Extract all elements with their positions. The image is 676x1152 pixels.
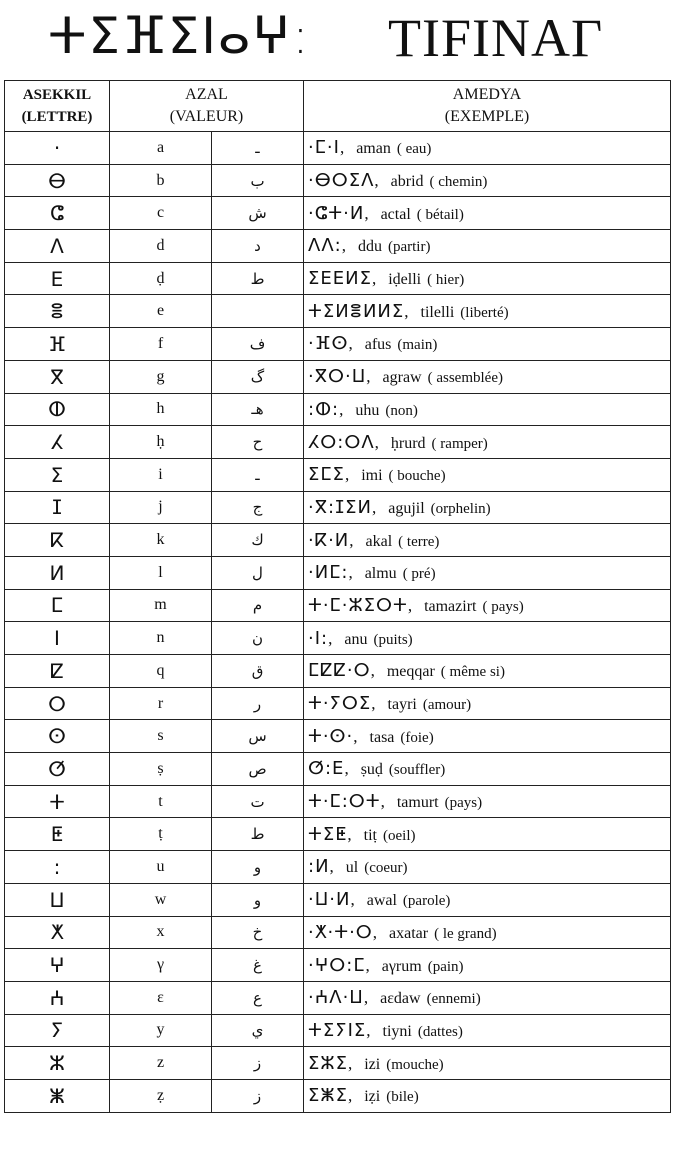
latin-value-cell: j [110, 491, 212, 524]
example-cell [304, 655, 671, 688]
letter-cell: : [5, 851, 110, 884]
example-tifinagh: ·ⵄⴷ·ⵡ [308, 987, 364, 1009]
letter-cell: ⵇ [5, 655, 110, 688]
example-gloss: (puits) [373, 631, 413, 648]
latin-value-cell: c [110, 197, 212, 230]
example-gloss: (pain) [427, 958, 464, 975]
letter-cell: ⴽ [5, 524, 110, 557]
example-gloss: (ennemi) [426, 991, 481, 1008]
table-body [5, 132, 671, 1113]
example-tifinagh: ·ⵍⵎ: [308, 562, 349, 584]
example-word: tayri [387, 696, 417, 714]
example-comma: , [348, 563, 353, 583]
table-row [5, 916, 671, 949]
example-tifinagh: ·ⴽ·ⵍ [308, 529, 350, 551]
example-word: iẓi [364, 1088, 381, 1106]
example-comma: , [350, 890, 355, 910]
example-comma: , [374, 432, 379, 452]
example-tifinagh: ⵜ·ⵎ·ⵣⵉⵔⵜ [308, 594, 408, 616]
example-cell [304, 981, 671, 1014]
example-word: tilelli [420, 303, 455, 321]
arabic-value-cell: ت [212, 785, 304, 818]
example-gloss: ( bétail) [416, 206, 464, 223]
letter-cell: ⴳ [5, 360, 110, 393]
table-row [5, 981, 671, 1014]
table-row [5, 230, 671, 263]
letter-cell: ⵢ [5, 1014, 110, 1047]
example-comma: , [347, 1086, 353, 1106]
table-row [5, 1014, 671, 1047]
example-word: ul [345, 859, 359, 877]
latin-value-cell: n [110, 622, 212, 655]
latin-value-cell: a [110, 132, 212, 165]
latin-value-cell: q [110, 655, 212, 688]
latin-value-cell: i [110, 458, 212, 491]
table-row [5, 753, 671, 786]
example-word: iḍelli [388, 271, 422, 289]
letter-cell: ⵊ [5, 491, 110, 524]
example-cell [304, 230, 671, 263]
example-word: izi [364, 1055, 381, 1073]
example-tifinagh: ·ⵅ·ⵜ·ⵔ [308, 921, 373, 943]
arabic-value-cell: ص [212, 753, 304, 786]
example-cell [304, 393, 671, 426]
arabic-value-cell: ش [212, 197, 304, 230]
letter-cell: ⵛ [5, 197, 110, 230]
example-comma: , [366, 367, 371, 387]
example-comma: , [371, 269, 377, 289]
example-tifinagh: ⵉⵥⵉ [308, 1085, 348, 1107]
example-comma: , [374, 171, 379, 191]
example-comma: , [347, 824, 352, 844]
example-cell [304, 785, 671, 818]
example-comma: , [365, 955, 370, 975]
letter-cell: ⵚ [5, 753, 110, 786]
table-row [5, 883, 671, 916]
latin-value-cell: y [110, 1014, 212, 1047]
arabic-value-cell: و [212, 883, 304, 916]
example-gloss: ( pays) [482, 598, 524, 615]
letter-cell: ⴱ [5, 164, 110, 197]
letter-cell: ⴼ [5, 328, 110, 361]
example-tifinagh: ⵜⵉⵟ [308, 823, 348, 845]
example-gloss: (parole) [402, 893, 451, 910]
example-gloss: (bile) [386, 1089, 419, 1106]
example-comma: , [353, 726, 358, 746]
latin-value-cell: ẓ [110, 1079, 212, 1112]
arabic-value-cell: ز [212, 1047, 304, 1080]
example-word: ḥrurd [390, 434, 426, 452]
example-word: almu [364, 565, 397, 583]
example-tifinagh: ·ⵡ·ⵍ [308, 889, 351, 911]
table-row [5, 164, 671, 197]
latin-value-cell: ḍ [110, 262, 212, 295]
example-comma: , [371, 694, 376, 714]
example-gloss: ( terre) [398, 533, 440, 550]
example-gloss: (mouche) [386, 1056, 444, 1073]
latin-value-cell: z [110, 1047, 212, 1080]
table-row [5, 295, 671, 328]
table-header-row [5, 81, 671, 132]
letter-cell: ⵏ [5, 622, 110, 655]
latin-value-cell: b [110, 164, 212, 197]
example-cell [304, 197, 671, 230]
example-comma: , [404, 301, 409, 321]
latin-value-cell: e [110, 295, 212, 328]
letter-cell: ⵖ [5, 949, 110, 982]
example-cell [304, 883, 671, 916]
example-tifinagh: ⵉⴹⴹⵍⵉ [308, 268, 372, 290]
example-comma: , [341, 236, 346, 256]
example-cell [304, 1079, 671, 1112]
table-row [5, 785, 671, 818]
example-gloss: ( chemin) [429, 174, 488, 191]
example-tifinagh: ⵜ·ⵎ:ⵔⵜ [308, 791, 381, 813]
example-gloss: ( eau) [396, 141, 432, 158]
example-cell [304, 458, 671, 491]
table-row [5, 197, 671, 230]
letter-cell: ⵙ [5, 720, 110, 753]
arabic-value-cell: ف [212, 328, 304, 361]
example-tifinagh: ·ⵖⵔ:ⵎ [308, 954, 366, 976]
letter-cell: ⴻ [5, 295, 110, 328]
latin-value-cell: ṣ [110, 753, 212, 786]
table-row [5, 622, 671, 655]
example-tifinagh: :ⵀ: [308, 398, 340, 420]
arabic-value-cell: گ [212, 360, 304, 393]
example-word: ddu [357, 238, 382, 256]
example-cell [304, 360, 671, 393]
example-tifinagh: ⵉⵣⵉ [308, 1052, 348, 1074]
header-amedya: AMEDYA (EXEMPLE) [304, 81, 671, 132]
example-word: axatar [389, 924, 429, 942]
arabic-value-cell: د [212, 230, 304, 263]
example-gloss: ( assemblée) [427, 370, 503, 387]
arabic-value-cell: ك [212, 524, 304, 557]
page-header [0, 0, 676, 78]
latin-value-cell: d [110, 230, 212, 263]
example-tifinagh: ·ⴳ:ⵊⵉⵍ [308, 496, 372, 518]
latin-value-cell: ḥ [110, 426, 212, 459]
example-comma: , [339, 138, 345, 158]
example-gloss: (pays) [444, 795, 483, 812]
example-word: meqqar [386, 663, 435, 681]
example-gloss: ( bouche) [388, 468, 446, 485]
arabic-value-cell: ـ [212, 458, 304, 491]
example-tifinagh: :ⵍ [308, 856, 330, 878]
latin-value-cell: ṭ [110, 818, 212, 851]
example-comma: , [372, 922, 378, 942]
table-row [5, 720, 671, 753]
example-cell [304, 262, 671, 295]
example-comma: , [344, 759, 349, 779]
latin-value-cell: g [110, 360, 212, 393]
example-tifinagh: ⵜⵉⵍⴻⵍⵍⵉ [308, 300, 405, 322]
example-gloss: (partir) [387, 239, 431, 256]
example-cell [304, 491, 671, 524]
letter-cell: ⵡ [5, 883, 110, 916]
example-tifinagh: ⵜⵉⵢⵏⵉ [308, 1019, 367, 1041]
latin-value-cell: w [110, 883, 212, 916]
letter-cell: ⴷ [5, 230, 110, 263]
example-comma: , [349, 530, 354, 550]
table-row [5, 851, 671, 884]
example-comma: , [363, 988, 369, 1008]
latin-value-cell: h [110, 393, 212, 426]
example-tifinagh: ⵜ·ⵢⵔⵉ [308, 693, 372, 715]
arabic-value-cell: س [212, 720, 304, 753]
arabic-value-cell: ز [212, 1079, 304, 1112]
arabic-value-cell: ح [212, 426, 304, 459]
arabic-value-cell: ط [212, 818, 304, 851]
table-row [5, 426, 671, 459]
example-gloss: ( le grand) [434, 925, 497, 942]
example-cell [304, 1014, 671, 1047]
example-word: tiyni [382, 1022, 412, 1040]
arabic-value-cell [212, 295, 304, 328]
table-row [5, 655, 671, 688]
letter-cell: ⵃ [5, 426, 110, 459]
table-row [5, 949, 671, 982]
arabic-value-cell: غ [212, 949, 304, 982]
arabic-value-cell: خ [212, 916, 304, 949]
example-comma: , [366, 1020, 371, 1040]
example-word: ṣuḍ [360, 761, 383, 779]
example-cell [304, 426, 671, 459]
letter-cell: · [5, 132, 110, 165]
example-gloss: ( même si) [440, 664, 505, 681]
example-tifinagh: ·ⵛⵜ·ⵍ [308, 202, 365, 224]
example-comma: , [328, 628, 333, 648]
letter-cell: ⵀ [5, 393, 110, 426]
example-comma: , [364, 203, 369, 223]
letter-cell: ⵔ [5, 687, 110, 720]
example-gloss: (non) [385, 402, 418, 419]
arabic-value-cell: هـ [212, 393, 304, 426]
arabic-value-cell: ط [212, 262, 304, 295]
table-row [5, 687, 671, 720]
example-cell [304, 589, 671, 622]
example-word: awal [366, 892, 397, 910]
arabic-value-cell: ـ [212, 132, 304, 165]
example-gloss: (amour) [422, 697, 472, 714]
example-gloss: ( hier) [427, 272, 465, 289]
example-cell [304, 687, 671, 720]
letter-cell: ⵣ [5, 1047, 110, 1080]
letter-cell: ⵟ [5, 818, 110, 851]
letter-cell: ⵜ [5, 785, 110, 818]
example-cell [304, 328, 671, 361]
example-comma: , [407, 595, 413, 615]
table-row [5, 262, 671, 295]
example-cell [304, 753, 671, 786]
example-tifinagh: ⵎⵇⵇ·ⵔ [308, 660, 371, 682]
table-row [5, 328, 671, 361]
example-gloss: (orphelin) [430, 500, 491, 517]
latin-value-cell: k [110, 524, 212, 557]
latin-value-cell: m [110, 589, 212, 622]
table-row [5, 818, 671, 851]
example-word: aman [356, 140, 391, 158]
table-row [5, 1047, 671, 1080]
header-azal: AZAL (VALEUR) [110, 81, 304, 132]
example-gloss: (oeil) [383, 827, 416, 844]
arabic-value-cell: ن [212, 622, 304, 655]
latin-value-cell: l [110, 556, 212, 589]
arabic-value-cell: و [212, 851, 304, 884]
arabic-value-cell: ي [212, 1014, 304, 1047]
example-word: actal [380, 205, 411, 223]
example-comma: , [329, 857, 334, 877]
example-tifinagh: ⵜ·ⵙ· [308, 725, 354, 747]
example-cell [304, 164, 671, 197]
arabic-value-cell: ع [212, 981, 304, 1014]
example-tifinagh: ·ⵏ: [308, 627, 329, 649]
example-tifinagh: ·ⵎ·ⵏ [308, 137, 340, 159]
latin-value-cell: x [110, 916, 212, 949]
table-row [5, 132, 671, 165]
example-word: afus [364, 336, 392, 354]
letter-cell: ⵄ [5, 981, 110, 1014]
example-word: akal [365, 532, 393, 550]
latin-value-cell: u [110, 851, 212, 884]
alphabet-table [4, 80, 671, 1113]
title-tifinagh: ⵜⵉⴼⵉⵏⴰⵖ: [48, 7, 311, 65]
example-cell [304, 622, 671, 655]
letter-cell: ⵎ [5, 589, 110, 622]
example-tifinagh: ⵚ:ⴹ [308, 758, 345, 780]
table-row [5, 524, 671, 557]
example-gloss: (liberté) [460, 304, 509, 321]
example-comma: , [380, 792, 385, 812]
letter-cell: ⵅ [5, 916, 110, 949]
example-cell [304, 851, 671, 884]
letter-cell: ⵍ [5, 556, 110, 589]
example-comma: , [370, 661, 375, 681]
example-word: agraw [382, 369, 422, 387]
example-word: agujil [388, 499, 425, 517]
latin-value-cell: s [110, 720, 212, 753]
table-row [5, 360, 671, 393]
latin-value-cell: ε [110, 981, 212, 1014]
example-word: imi [361, 467, 383, 485]
table-row [5, 1079, 671, 1112]
example-tifinagh: ⵉⵎⵉ [308, 464, 345, 486]
arabic-value-cell: ق [212, 655, 304, 688]
example-tifinagh: ·ⴱⵔⵉⴷ [308, 170, 375, 192]
table-row [5, 393, 671, 426]
example-cell [304, 295, 671, 328]
latin-value-cell: f [110, 328, 212, 361]
example-word: uhu [355, 401, 380, 419]
example-comma: , [348, 334, 353, 354]
example-gloss: (main) [397, 337, 438, 354]
letter-cell: ⴹ [5, 262, 110, 295]
example-word: abrid [390, 173, 424, 191]
example-word: tamazirt [424, 597, 477, 615]
example-word: aεdaw [380, 990, 421, 1008]
example-gloss: (coeur) [364, 860, 408, 877]
example-comma: , [371, 497, 377, 517]
example-cell [304, 720, 671, 753]
example-cell [304, 818, 671, 851]
table-row [5, 556, 671, 589]
example-word: tasa [369, 728, 395, 746]
arabic-value-cell: ج [212, 491, 304, 524]
arabic-value-cell: ر [212, 687, 304, 720]
arabic-value-cell: ل [212, 556, 304, 589]
example-comma: , [347, 1053, 353, 1073]
table-row [5, 458, 671, 491]
example-cell [304, 949, 671, 982]
latin-value-cell: r [110, 687, 212, 720]
example-gloss: ( ramper) [431, 435, 488, 452]
example-word: tamurt [396, 794, 439, 812]
example-cell [304, 132, 671, 165]
example-tifinagh: ·ⴼⵙ [308, 333, 349, 355]
example-word: tiṭ [363, 826, 377, 844]
latin-value-cell: γ [110, 949, 212, 982]
example-gloss: (souffler) [388, 762, 446, 779]
title-latin: TIFINAГ [388, 8, 604, 68]
example-cell [304, 524, 671, 557]
example-cell [304, 1047, 671, 1080]
example-word: aγrum [381, 957, 422, 975]
latin-value-cell: t [110, 785, 212, 818]
example-comma: , [344, 465, 350, 485]
example-cell [304, 916, 671, 949]
header-asekkil: ASEKKIL (LETTRE) [5, 81, 110, 132]
letter-cell: ⵉ [5, 458, 110, 491]
example-gloss: (dattes) [417, 1023, 463, 1040]
example-word: anu [344, 630, 368, 648]
example-tifinagh: ⴷⴷ: [308, 235, 342, 257]
example-gloss: (foie) [400, 729, 434, 746]
letter-cell: ⵥ [5, 1079, 110, 1112]
example-gloss: ( pré) [402, 566, 436, 583]
example-comma: , [339, 399, 344, 419]
table-row [5, 589, 671, 622]
example-cell [304, 556, 671, 589]
arabic-value-cell: ب [212, 164, 304, 197]
arabic-value-cell: م [212, 589, 304, 622]
example-tifinagh: ·ⴳⵔ·ⵡ [308, 366, 367, 388]
example-tifinagh: ⵃⵔ:ⵔⴷ [308, 431, 375, 453]
table-row [5, 491, 671, 524]
